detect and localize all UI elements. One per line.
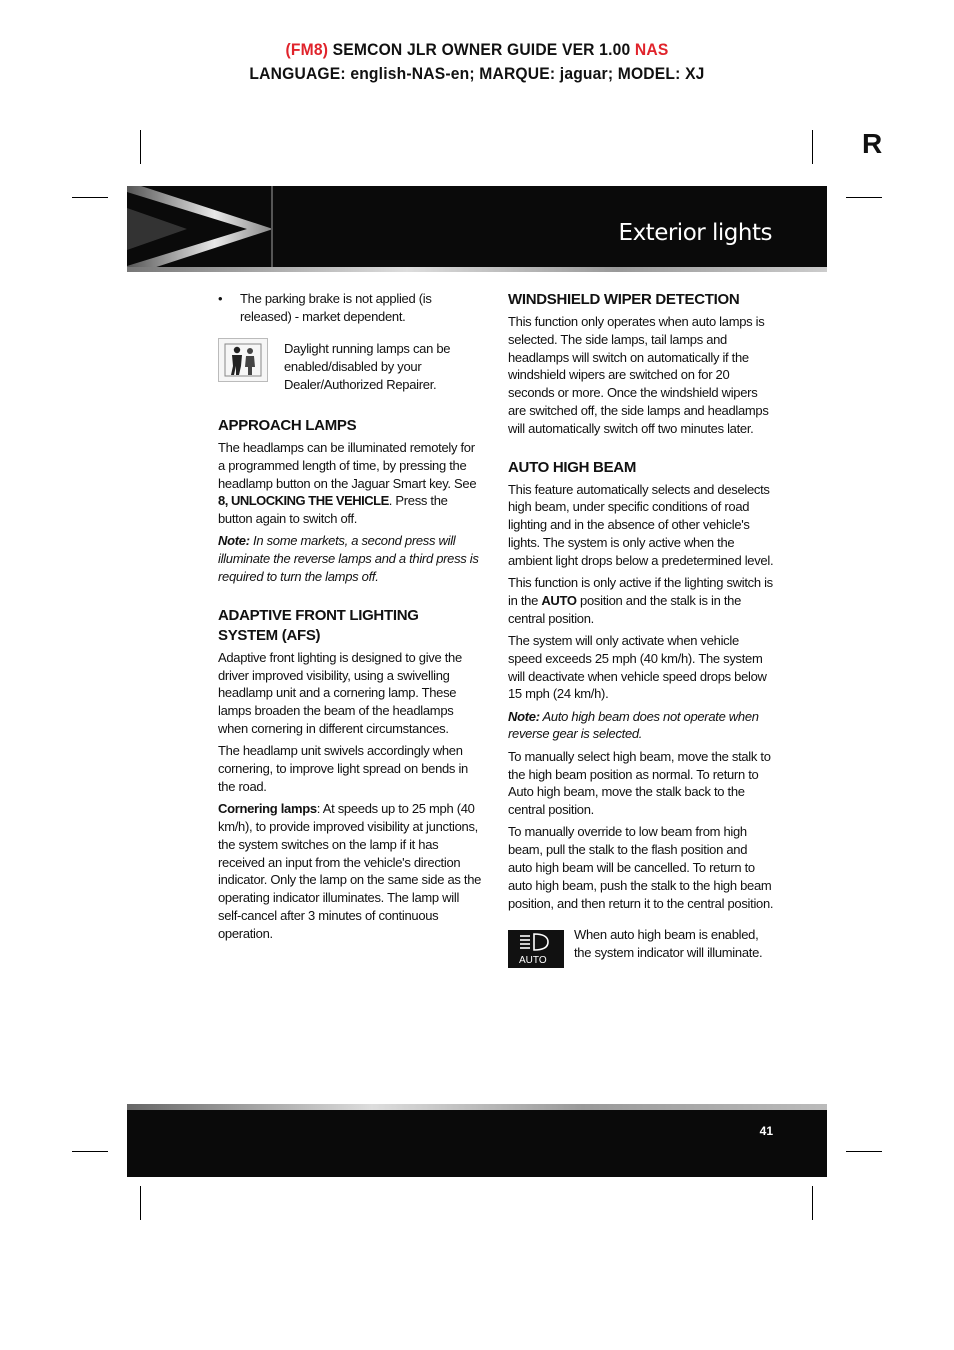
cornering-lamps-label: Cornering lamps (218, 801, 317, 817)
dealer-note (218, 340, 482, 398)
doc-header-line2: LANGUAGE: english-NAS-en; MARQUE: jaguar; MODEL: XJ (249, 64, 705, 83)
ahb-paragraph-2 (508, 574, 774, 627)
indicator-text: When auto high beam is enabled, the system indicator will illuminate. (574, 927, 763, 961)
approach-paragraph (218, 439, 482, 528)
crop-mark (846, 1151, 882, 1152)
crop-mark (812, 130, 813, 164)
left-column (218, 290, 482, 947)
indicator-row (508, 926, 774, 968)
crop-mark (846, 197, 882, 198)
cross-reference-link[interactable]: 8, UNLOCKING THE VEHICLE (218, 493, 389, 509)
bullet-icon: • (218, 291, 223, 306)
ahb-note (508, 708, 774, 744)
section-banner (127, 186, 827, 272)
ahb-paragraph-3: The system will only activate when vehicle speed exceeds 25 mph (40 km/h). The system will deactivate when vehicle speed drops below 15 mph (24 km/h). (508, 632, 767, 702)
crop-mark (812, 1186, 813, 1220)
doc-header-line1 (38, 40, 916, 60)
heading-wiper-detection: WINDSHIELD WIPER DETECTION (508, 291, 740, 308)
ahb-paragraph-5: To manually override to low beam from high beam, pull the stalk to the flash position and auto high beam will be cancelled. To return to auto high beam, push the stalk to the high beam position, and then return it to the central position. (508, 824, 774, 911)
margin-mark: R (862, 128, 883, 159)
note-label: Note: (508, 708, 540, 724)
ahb-paragraph-4: To manually select high beam, move the stalk to the high beam position as normal. To return to Auto high beam, move the stalk back to the central position. (508, 748, 771, 818)
indicator-auto-label: AUTO (519, 955, 547, 967)
footer-stripe (127, 1104, 827, 1110)
banner-stripe (127, 267, 827, 272)
chevron-graphic (127, 186, 277, 272)
heading-afs: ADAPTIVE FRONT LIGHTING SYSTEM (AFS) (218, 606, 419, 644)
auto-high-beam-indicator (508, 930, 564, 968)
page-title: Exterior lights (618, 220, 772, 246)
afs-paragraph-1: Adaptive front lighting is designed to give the driver improved visibility, using a swivelling headlamp unit and a cornering lamp. These lamps broaden the beam of the headlamps when cornering in different circumstances. (218, 649, 462, 737)
approach-note (218, 532, 482, 585)
crop-mark (140, 130, 141, 164)
afs-paragraph-3 (218, 800, 482, 942)
mechanic-icon (223, 342, 263, 378)
cornering-lamps-text: : At speeds up to 25 mph (40 km/h), to provide improved visibility at junctions, the system switches on the lamp if it has received an input from the vehicle's direction indicator. Only the lamp on the same side as the operating indicator illuminates. The lamp will self-cancel after 3 minutes of continuous operation. (218, 801, 482, 941)
note-label: Note: (218, 533, 250, 549)
note-text: Auto high beam does not operate when reverse gear is selected. (508, 708, 759, 742)
doc-market: NAS (634, 40, 669, 59)
right-column (508, 290, 774, 968)
dealer-icon (218, 338, 268, 382)
approach-text-1: The headlamps can be illuminated remotely for a programmed length of time, by pressing the headlamp button on the Jaguar Smart key. See (218, 439, 477, 491)
note-text: In some markets, a second press will illuminate the reverse lamps and a third press is required to turn the lamps off. (218, 533, 479, 585)
heading-auto-high-beam: AUTO HIGH BEAM (508, 458, 637, 476)
dealer-note-text: Daylight running lamps can be enabled/disabled by your Dealer/Authorized Repairer. (284, 341, 451, 392)
doc-title: SEMCON JLR OWNER GUIDE VER 1.00 (328, 40, 635, 59)
bullet-text: The parking brake is not applied (is released) - market dependent. (240, 291, 432, 324)
auto-high-beam-icon (514, 932, 558, 966)
auto-position-label: AUTO (541, 592, 577, 608)
crop-mark (72, 1151, 108, 1152)
ahb-paragraph-1: This feature automatically selects and deselects high beam, under specific conditions of road lighting and in the absence of other vehicle's lights. The system is only active when the ambient light drops below a predetermined level. (508, 481, 774, 568)
page-footer (127, 1104, 827, 1177)
afs-paragraph-2: The headlamp unit swivels accordingly when cornering, to improve light spread on bends in the road. (218, 743, 468, 794)
wiper-paragraph: This function only operates when auto lamps is selected. The side lamps, tail lamps and headlamps will switch on automatically if the windshield wipers are switched on for 20 seconds or more. Once the windshield wipers are switched off, the side lamps and headlamps will automatically switch off two minutes later. (508, 314, 769, 436)
crop-mark (140, 1186, 141, 1220)
doc-code: (FM8) (285, 40, 329, 59)
crop-mark (72, 197, 108, 198)
ahb-p2-c: position and the stalk is in the central position. (508, 592, 741, 626)
heading-approach-lamps: APPROACH LAMPS (218, 416, 357, 434)
page-number: 41 (759, 1124, 773, 1138)
list-item (218, 290, 482, 330)
approach-text-2: . Press the button again to switch off. (218, 493, 448, 527)
ahb-p2-a: This function is only active if the lighting switch is in the (508, 575, 773, 608)
